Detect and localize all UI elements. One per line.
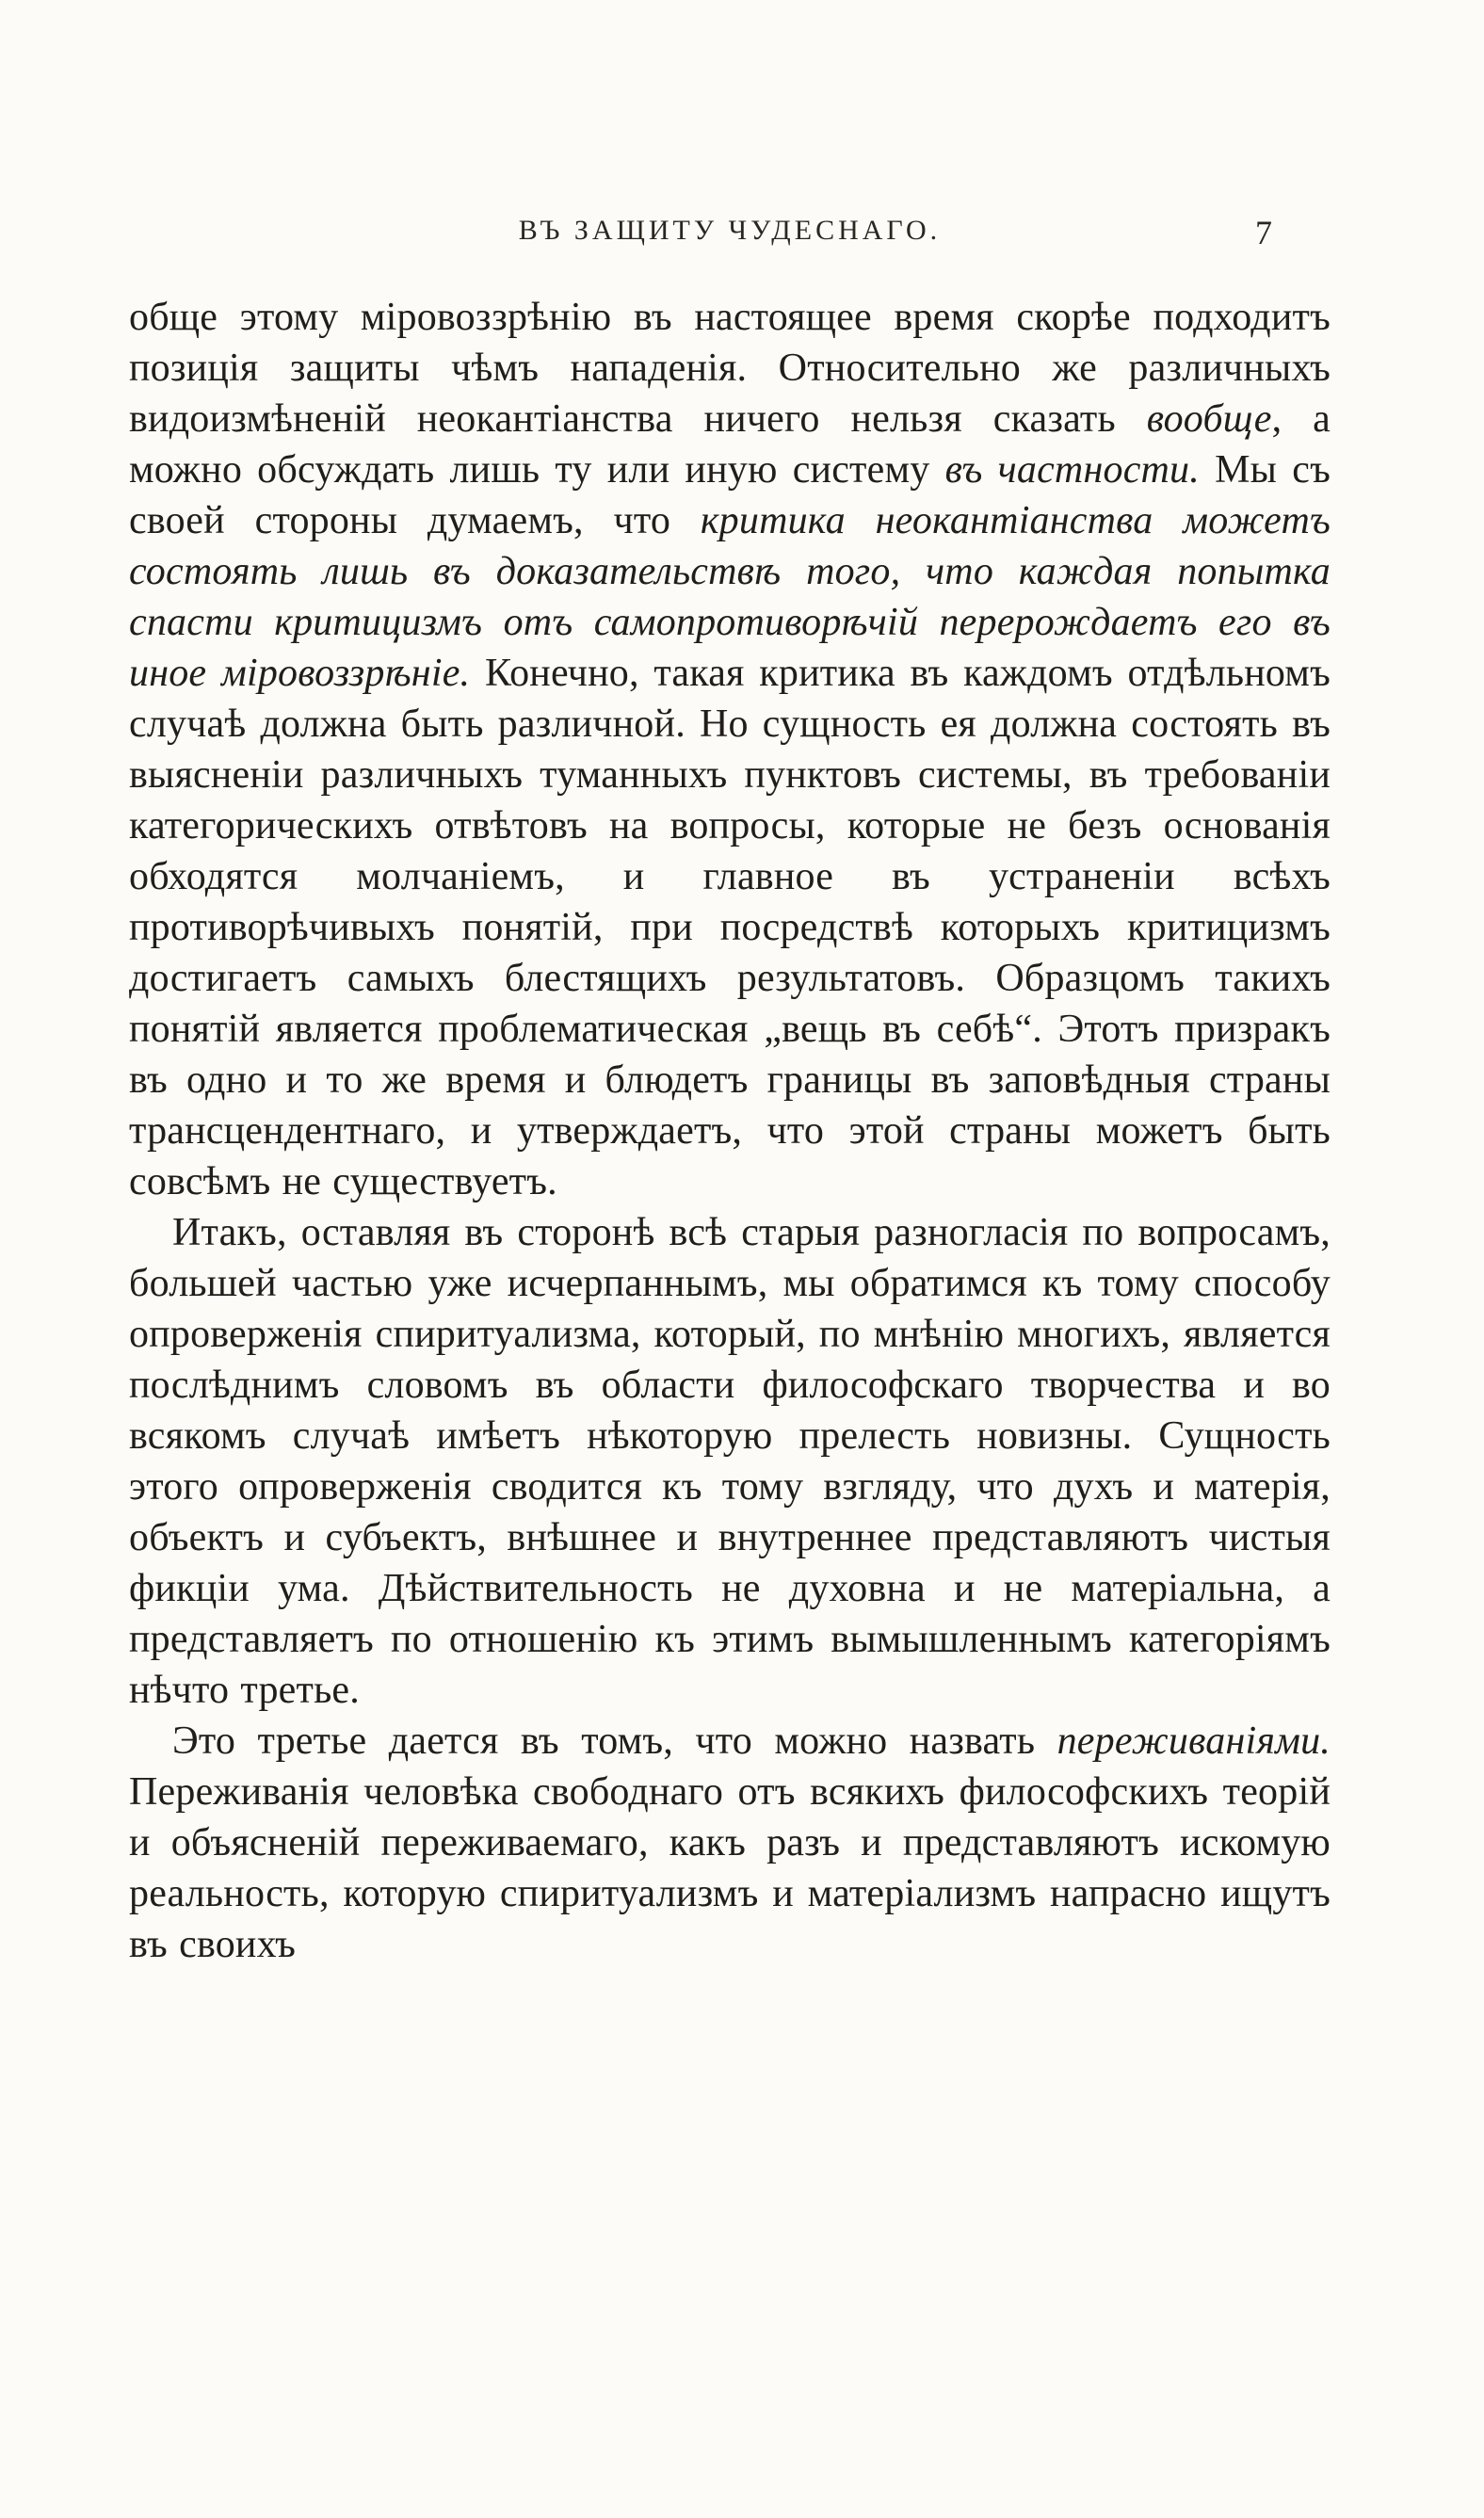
text-segment: Итакъ, оставляя въ сторонѣ всѣ старыя разногласія по вопросамъ, большей частью уже исчерпаннымъ, мы обратимся къ тому способу опроверженія спиритуализма, который, по мнѣнію многихъ, является послѣднимъ словомъ въ области философскаго творчества и во всякомъ случаѣ имѣетъ нѣкоторую прелесть новизны. Сущность этого опроверженія сводится къ тому взгляду, что духъ и матерія, объектъ и субъектъ, внѣшнее и внутреннее представляютъ чистыя фикціи ума. Дѣйствительность не духовна и не матеріальна, а представляетъ по отношенію къ этимъ вымышленнымъ категоріямъ нѣчто третье.	[129, 1211, 1331, 1712]
text-segment: Переживанія человѣка свободнаго отъ всякихъ философскихъ теорій и объясненій переживаемаго, какъ разъ и представляютъ искомую реальность, которую спиритуализмъ и матеріализмъ напрасно ищутъ въ своихъ	[129, 1770, 1331, 1966]
paragraph	[129, 1207, 1331, 1716]
text-segment: обще этому міровоззрѣнію въ настоящее время скорѣе подходитъ позиція защиты чѣмъ нападенія. Относительно же различныхъ видоизмѣненій неокантіанства ничего нельзя сказать	[129, 296, 1331, 441]
italic-text-segment: критика неокантіанства можетъ состоять лишь въ доказательствѣ того, что каждая попытка спасти критицизмъ отъ самопротиворѣчій перерождаетъ его въ иное міровоззрѣніе.	[129, 499, 1331, 695]
italic-text-segment: переживаніями.	[1057, 1719, 1331, 1763]
page-number: 7	[1255, 214, 1272, 251]
text-block	[129, 215, 1331, 1970]
italic-text-segment: въ частности.	[944, 448, 1200, 492]
text-segment: Конечно, такая критика въ каждомъ отдѣльномъ случаѣ должна быть различной. Но сущность ея должна состоять въ выясненіи различныхъ туманныхъ пунктовъ системы, въ требованіи категорическихъ отвѣтовъ на вопросы, которые не безъ основанія обходятся молчаніемъ, и главное въ устраненіи всѣхъ противорѣчивыхъ понятій, при посредствѣ которыхъ критицизмъ достигаетъ самыхъ блестящихъ результатовъ. Образцомъ такихъ понятій является проблематическая „вещь въ себѣ“. Этотъ призракъ въ одно и то же время и блюдетъ границы въ заповѣдныя страны трансцендентнаго, и утверждаетъ, что этой страны можетъ быть совсѣмъ не существуетъ.	[129, 652, 1331, 1203]
running-head-title: ВЪ ЗАЩИТУ ЧУДЕСНАГО.	[518, 215, 942, 246]
page-body	[129, 292, 1331, 1970]
paragraph	[129, 292, 1331, 1207]
text-segment: , а можно обсуждать лишь ту или иную систему	[129, 397, 1331, 492]
text-segment: Мы съ своей стороны думаемъ, что	[129, 448, 1331, 542]
text-segment: Это третье дается въ томъ, что можно назвать	[172, 1719, 1057, 1763]
paragraph	[129, 1716, 1331, 1970]
italic-text-segment: вообще	[1146, 397, 1272, 441]
running-head	[129, 215, 1331, 267]
